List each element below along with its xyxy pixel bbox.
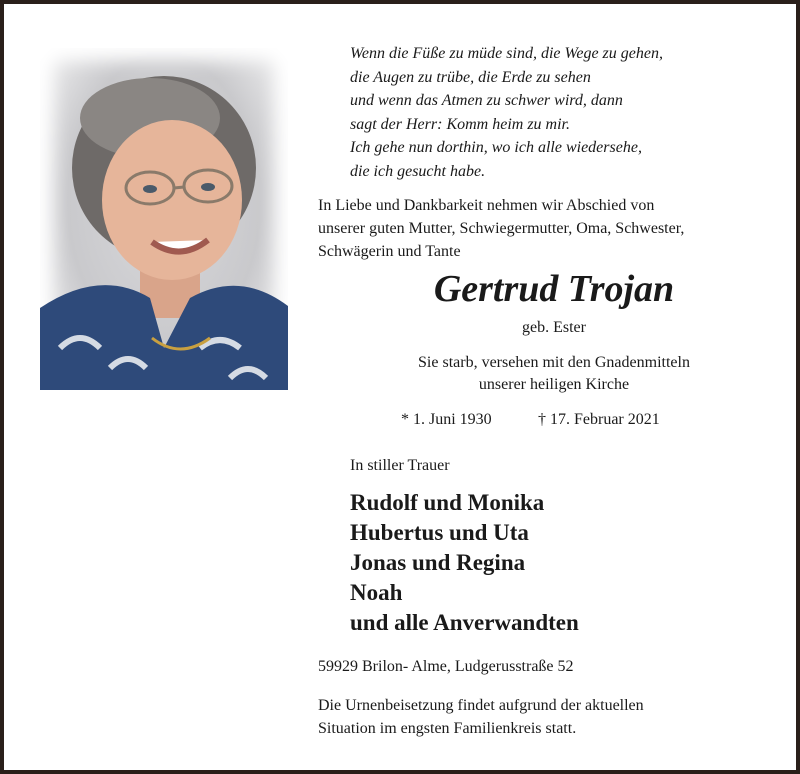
mourning-label: In stiller Trauer — [350, 457, 450, 474]
farewell-intro — [318, 194, 684, 263]
family-list — [350, 488, 579, 638]
poem-line: sagt der Herr: Komm heim zu mir. — [350, 115, 570, 133]
family-member: Hubertus und Uta — [350, 520, 529, 545]
poem-line: die ich gesucht habe. — [350, 162, 486, 180]
death-date: † 17. Februar 2021 — [538, 411, 660, 428]
poem — [350, 42, 663, 183]
burial-note — [318, 694, 644, 740]
note-line: Die Urnenbeisetzung findet aufgrund der aktuellen — [318, 697, 644, 714]
deceased-name: Gertrud Trojan — [433, 268, 675, 310]
sacrament-line: Sie starb, versehen mit den Gnadenmitteln — [418, 354, 690, 371]
portrait-photo — [40, 48, 288, 390]
portrait-illustration — [40, 48, 288, 390]
birth-name: geb. Ester — [522, 319, 586, 336]
family-member: und alle Anverwandten — [350, 610, 579, 635]
poem-line: Wenn die Füße zu müde sind, die Wege zu gehen, — [350, 45, 663, 62]
sacrament-line: unserer heiligen Kirche — [478, 376, 630, 393]
family-member: Rudolf und Monika — [350, 490, 545, 515]
family-member: Jonas und Regina — [350, 550, 526, 575]
poem-line: Ich gehe nun dorthin, wo ich alle wiedersehe, — [350, 139, 642, 156]
intro-line: unserer guten Mutter, Schwiegermutter, Oma, Schwester, — [318, 220, 685, 237]
sacrament-text — [318, 352, 790, 396]
birth-date: * 1. Juni 1930 — [401, 411, 492, 428]
poem-line: und wenn das Atmen zu schwer wird, dann — [350, 92, 623, 109]
poem-line: die Augen zu trübe, die Erde zu sehen — [350, 68, 591, 86]
family-member: Noah — [350, 580, 403, 605]
intro-line: Schwägerin und Tante — [318, 243, 461, 260]
address: 59929 Brilon- Alme, Ludgerusstraße 52 — [318, 658, 574, 675]
note-line: Situation im engsten Familienkreis statt. — [318, 720, 577, 737]
intro-line: In Liebe und Dankbarkeit nehmen wir Abschied von — [318, 197, 655, 214]
obituary-card — [4, 4, 796, 770]
